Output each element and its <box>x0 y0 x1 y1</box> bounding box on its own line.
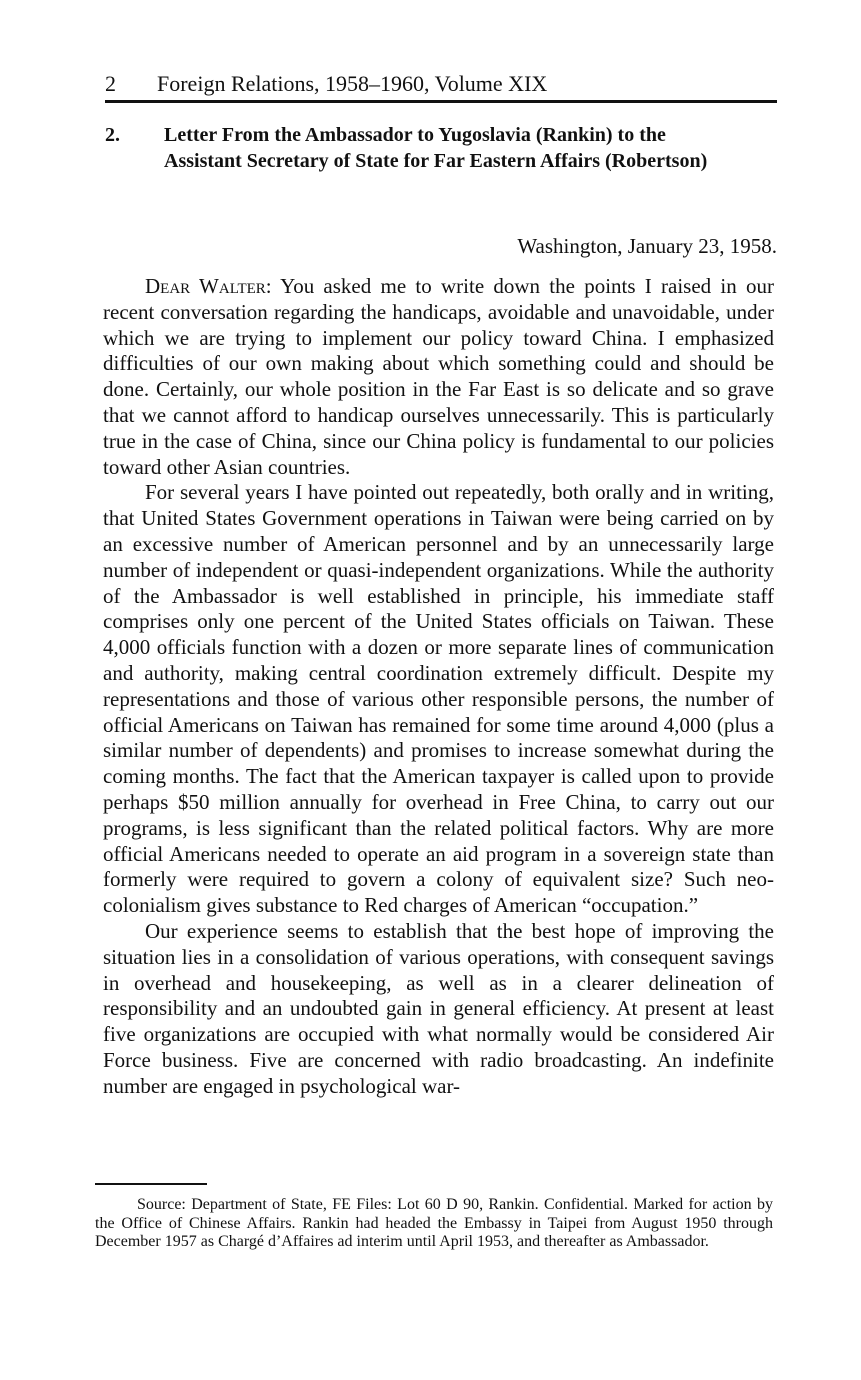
document-title: Letter From the Ambassador to Yugoslavia (Rankin) to the Assistant Secretary of State for Far Eastern Affairs (Robertson) <box>164 124 708 172</box>
document-number: 2. <box>105 124 120 146</box>
place-date-line: Washington, January 23, 1958. <box>517 234 777 258</box>
body-paragraph <box>103 274 774 480</box>
running-head <box>105 70 777 103</box>
footnote-divider <box>95 1183 207 1185</box>
body-paragraph: For several years I have pointed out repeatedly, both orally and in writing, that United States Government operations in Taiwan were being carried on by an excessive number of American personnel and by an unnecessarily large number of independent or quasi-independent organizations. While the authority of the Ambassador is well established in principle, his immediate staff comprises only one percent of the United States officials on Taiwan. These 4,000 officials function with a dozen or more separate lines of communication and authority, making central coordination extremely difficult. Despite my representations and those of various other responsible persons, the number of official Americans on Taiwan has remained for some time around 4,000 (plus a similar number of dependents) and promises to increase somewhat during the coming months. The fact that the American taxpayer is called upon to provide perhaps $50 million annually for overhead in Free China, to carry out our programs, is less significant than the related political factors. Why are more official Americans needed to operate an aid program in a sovereign state than formerly were required to govern a colony of equivalent size? Such neo-colonialism gives substance to Red charges of American “occupation.” <box>103 480 774 918</box>
paragraph-text: You asked me to write down the points I raised in our recent conversation regarding the handicaps, avoidable and unavoidable, under which we are trying to implement our policy toward China. I emphasized difficulties of our own making about which something could and should be done. Certainly, our whole position in the Far East is so delicate and so grave that we cannot afford to handicap ourselves unnecessarily. This is particularly true in the case of China, since our China policy is fundamental to our policies toward other Asian countries. <box>103 274 775 479</box>
letter-body <box>103 274 774 1100</box>
salutation: Dear Walter: <box>145 274 272 298</box>
source-footnote: Source: Department of State, FE Files: Lot 60 D 90, Rankin. Confidential. Marked for action by the Office of Chinese Affairs. Rankin had headed the Embassy in Taipei from August 1950 through December 1957 as Chargé d’Affaires ad interim until April 1953, and thereafter as Ambassador. <box>95 1196 773 1250</box>
body-paragraph: Our experience seems to establish that the best hope of improving the situation lies in a consolidation of various operations, with consequent savings in overhead and housekeeping, as well as in a clearer delineation of responsibility and an undoubted gain in general efficiency. At present at least five organizations are occupied with what normally would be considered Air Force business. Five are concerned with radio broadcasting. An indefinite number are engaged in psychological war- <box>103 918 774 1098</box>
volume-title: Foreign Relations, 1958–1960, Volume XIX <box>157 71 548 96</box>
page-number: 2 <box>105 71 116 96</box>
